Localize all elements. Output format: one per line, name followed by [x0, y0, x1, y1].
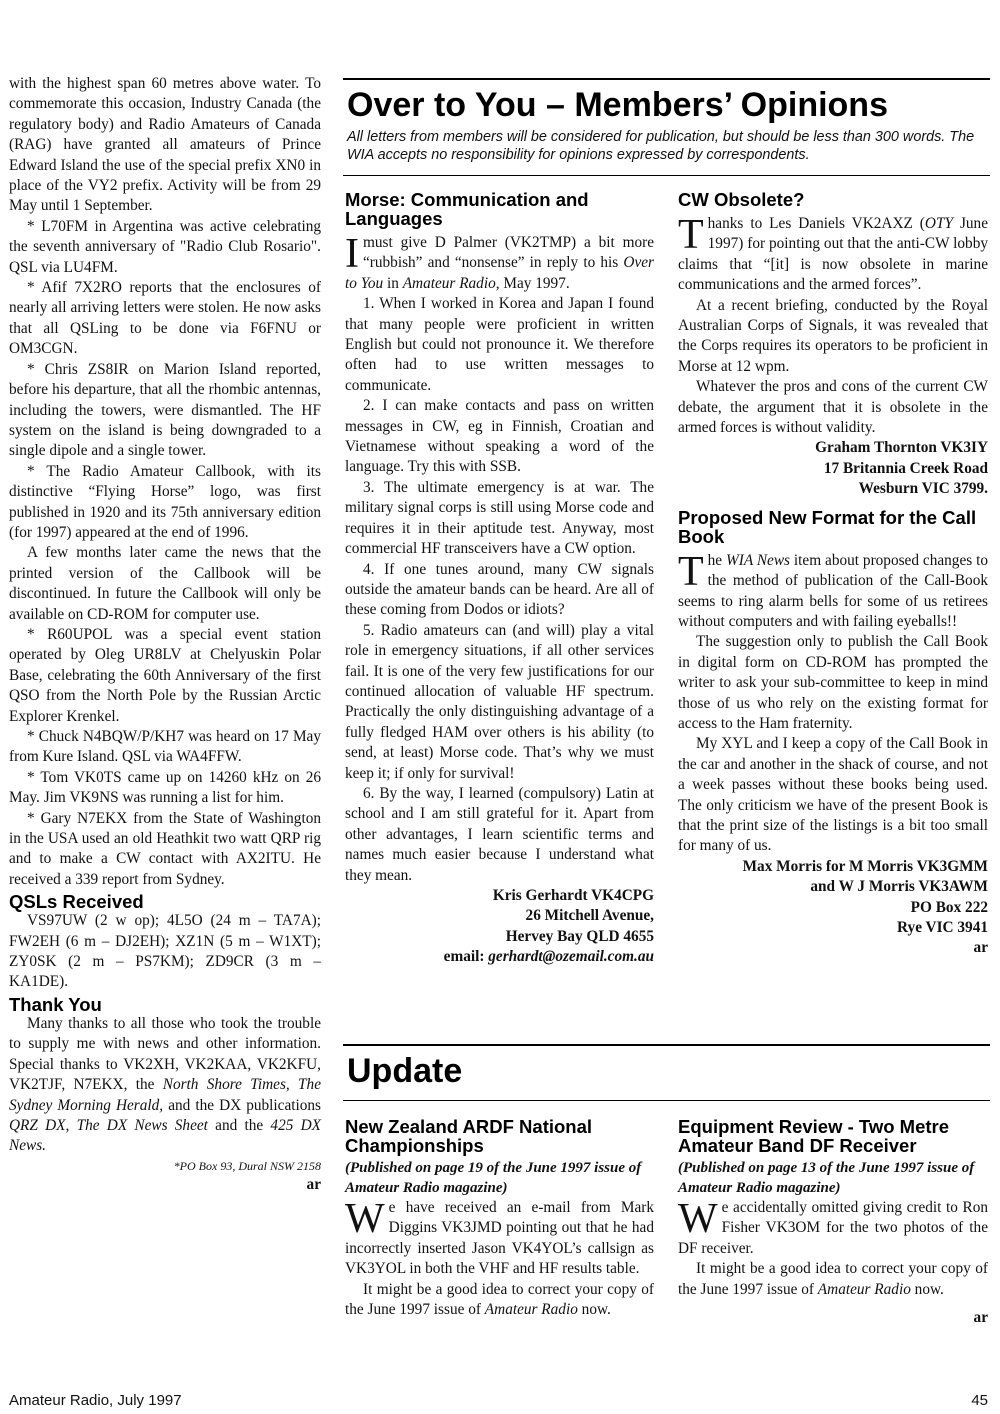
- drop-cap: W: [345, 1196, 385, 1242]
- signature: Hervey Bay QLD 4655: [505, 927, 654, 945]
- section-title: Over to You – Members’ Opinions: [347, 86, 888, 124]
- paragraph: It might be a good idea to correct your copy of the June 1997 issue of Amateur Radio now.: [345, 1280, 654, 1319]
- drop-cap: W: [678, 1196, 718, 1242]
- update-heading: Equipment Review - Two Metre Amateur Band DF Receiver: [678, 1116, 950, 1156]
- author-address: *PO Box 93, Dural NSW 2158: [173, 1158, 321, 1173]
- paragraph: * Afif 7X2RO reports that the enclosures of nearly all arriving letters were stolen. He now asks that all QSLing to be done via F6FNU or OM3CGN.: [9, 279, 321, 358]
- paragraph: Thanks to Les Daniels VK2AXZ (OTY June 1997) for pointing out that the anti-CW lobby claims that “[it] is now obsolete in marine communications and the armed forces”.: [678, 212, 988, 294]
- paragraph: We have received an e-mail from Mark Diggins VK3JMD pointing out that he had incorrectly inserted Jason VK4YOL’s callsign as VK3YOL in both the VHF and HF results table.: [345, 1196, 654, 1278]
- signature: Graham Thornton VK3IY: [815, 439, 988, 457]
- email-line: email: gerhardt@ozemail.com.au: [443, 948, 654, 966]
- email-link[interactable]: gerhardt@ozemail.com.au: [488, 948, 654, 966]
- author-initials: ar: [306, 1175, 321, 1193]
- paragraph: * Gary N7EKX from the State of Washington in the USA used an old Heathkit two watt QRP rig and to make a CW contact with AX2ITU. He received a 339 report from Sydney.: [9, 809, 321, 888]
- author-initials: ar: [973, 939, 988, 957]
- cw-letter: [678, 190, 988, 958]
- paragraph: Whatever the pros and cons of the current CW debate, the argument that it is obsolete in the armed forces is without validity.: [678, 378, 988, 437]
- qsl-heading: QSLs Received: [9, 891, 144, 913]
- paragraph: * L70FM in Argentina was active celebrating the seventh anniversary of "Radio Club Rosario". QSL via LU4FM.: [9, 217, 321, 276]
- paragraph: 1. When I worked in Korea and Japan I found that many people were proficient in written English but could not pronounce it. We therefore often had to use written messages to communicate.: [345, 295, 654, 394]
- paragraph: * Chuck N4BQW/P/KH7 was heard on 17 May from Kure Island. QSL via WA4FFW.: [9, 728, 321, 766]
- section-title: Update: [347, 1052, 463, 1090]
- left-column: [9, 74, 321, 1195]
- signature: Max Morris for M Morris VK3GMM: [742, 857, 988, 875]
- update-source: (Published on page 13 of the June 1997 issue of Amateur Radio magazine): [678, 1160, 975, 1196]
- paragraph: A few months later came the news that the printed version of the Callbook will be discontinued. In future the Callbook will only be available on CD-ROM for computer use.: [9, 544, 321, 623]
- update-source: (Published on page 19 of the June 1997 issue of Amateur Radio magazine): [345, 1160, 642, 1196]
- paragraph: * Tom VK0TS came up on 14260 kHz on 26 May. Jim VK9NS was running a list for him.: [9, 768, 321, 807]
- section-rule: [343, 78, 990, 80]
- morse-letter: [345, 190, 654, 968]
- page-number: 45: [971, 1392, 988, 1409]
- thanks-text: Many thanks to all those who took the trouble to supply me with news and other information. Special thanks to VK2XH, VK2KAA, VK2KFU, VK2TJF, N7EKX, the North Shore Times, The Sydney Morning Herald, and the DX publications QRZ DX, The DX News Sheet and the 425 DX News.: [9, 1014, 321, 1155]
- paragraph: * Chris ZS8IR on Marion Island reported, before his departure, that all the rhombic antennas, including the towers, were dismantled. The HF system on the island is being downgraded to a single dipole and a single tower.: [9, 360, 321, 460]
- section-intro: All letters from members will be considered for publication, but should be less than 300 words. The WIA accepts no responsibility for opinions expressed by correspondents.: [347, 129, 975, 163]
- signature: 17 Britannia Creek Road: [823, 459, 988, 477]
- paragraph: 5. Radio amateurs can (and will) play a vital role in emergency situations, if all other services fail. It is one of the very few justifications for our continued allocation of valuable HF spectrum. Practically the only distinguishing advantage of a fully fledged HAM over others is his ability (to send, at least) Morse code. That’s why we must keep it; if only for survival!: [345, 621, 654, 782]
- signature: 26 Mitchell Avenue,: [525, 907, 654, 925]
- letter-heading: Proposed New Format for the Call Book: [678, 506, 977, 547]
- section-rule: [343, 1044, 990, 1046]
- signature: Rye VIC 3941: [897, 919, 988, 936]
- paragraph: 4. If one tunes around, many CW signals outside the amateur bands can be heard. Are all of these coming from Dodos or idiots?: [345, 560, 654, 619]
- paragraph: The WIA News item about proposed changes to the method of publication of the Call-Book seems to ring alarm bells for some of us retirees without computers and with failing eyeballs!!: [678, 548, 988, 630]
- thanks-heading: Thank You: [9, 993, 102, 1015]
- drop-cap: T: [678, 212, 704, 258]
- equipment-update: [678, 1117, 988, 1328]
- paragraph: 6. By the way, I learned (compulsory) Latin at school and I am still grateful for it. Apart from other advantages, I learn scientific terms and names much easier because I understand what they mean.: [345, 784, 654, 884]
- footer-publication: Amateur Radio, July 1997: [9, 1392, 182, 1409]
- signature: Wesburn VIC 3799.: [858, 480, 988, 498]
- paragraph: My XYL and I keep a copy of the Call Book in the car and another in the shack of course, and not a week passes without these books being used. The only criticism we have of the present Book is that the print size of the listings is a bit too small for many of us.: [678, 735, 988, 855]
- paragraph: We accidentally omitted giving credit to Ron Fisher VK3OM for the two photos of the DF receiver.: [678, 1196, 988, 1257]
- signature: and W J Morris VK3AWM: [810, 878, 988, 896]
- author-initials: ar: [973, 1309, 988, 1327]
- paragraph: At a recent briefing, conducted by the Royal Australian Corps of Signals, it was revealed that the Corps requires its operators to be proficient in Morse at 12 wpm.: [678, 296, 988, 375]
- ardf-update: [345, 1117, 654, 1320]
- paragraph: 2. I can make contacts and pass on written messages in CW, eg in Finnish, Croatian and Vietnamese without speaking a word of the language. Try this with SSB.: [345, 397, 654, 476]
- signature: Kris Gerhardt VK4CPG: [492, 887, 654, 904]
- paragraph: It might be a good idea to correct your copy of the June 1997 issue of Amateur Radio now.: [678, 1260, 988, 1298]
- paragraph: * The Radio Amateur Callbook, with its distinctive “Flying Horse” logo, was first published in 1920 and its 75th anniversary edition (for 1997) appeared at the end of 1996.: [9, 462, 321, 541]
- update-heading: New Zealand ARDF National Championships: [345, 1116, 593, 1156]
- section-rule: [343, 175, 990, 176]
- drop-cap: T: [678, 548, 704, 595]
- drop-cap: I: [345, 231, 359, 277]
- paragraph: * R60UPOL was a special event station operated by Oleg UR8LV at Chelyuskin Polar Base, celebrating the 60th Anniversary of the first QSO from the North Pole by the Russian Arctic Explorer Krenkel.: [9, 625, 321, 725]
- paragraph: Imust give D Palmer (VK2TMP) a bit more “rubbish” and “nonsense” in reply to his Over to You in Amateur Radio, May 1997.: [345, 231, 654, 292]
- paragraph: The suggestion only to publish the Call Book in digital form on CD-ROM has prompted the writer to ask your sub-committee to keep in mind those of us who rely on the existing format for access to the Ham fraternity.: [678, 633, 988, 732]
- qsl-text: VS97UW (2 w op); 4L5O (24 m – TA7A); FW2EH (6 m – DJ2EH); XZ1N (5 m – W1XT); ZY0SK (2 m – PS7KM); ZD9CR (3 m – KA1DE).: [9, 912, 321, 991]
- letter-heading: CW Obsolete?: [678, 189, 805, 210]
- signature: PO Box 222: [910, 898, 988, 916]
- paragraph: with the highest span 60 metres above water. To commemorate this occasion, Industry Canada (the regulatory body) and Radio Amateurs of Canada (RAG) have granted all amateurs of Prince Edward Island the use of the special prefix XN0 in place of the VY2 prefix. Activity will be from 29 May until 1 September.: [9, 75, 321, 215]
- paragraph: 3. The ultimate emergency is at war. The military signal corps is still using Morse code and requires it in their aptitude test. Anyway, most commercial HF transceivers have a CW option.: [345, 478, 654, 558]
- section-rule: [343, 1100, 990, 1101]
- letter-heading: Morse: Communication and Languages: [345, 189, 589, 229]
